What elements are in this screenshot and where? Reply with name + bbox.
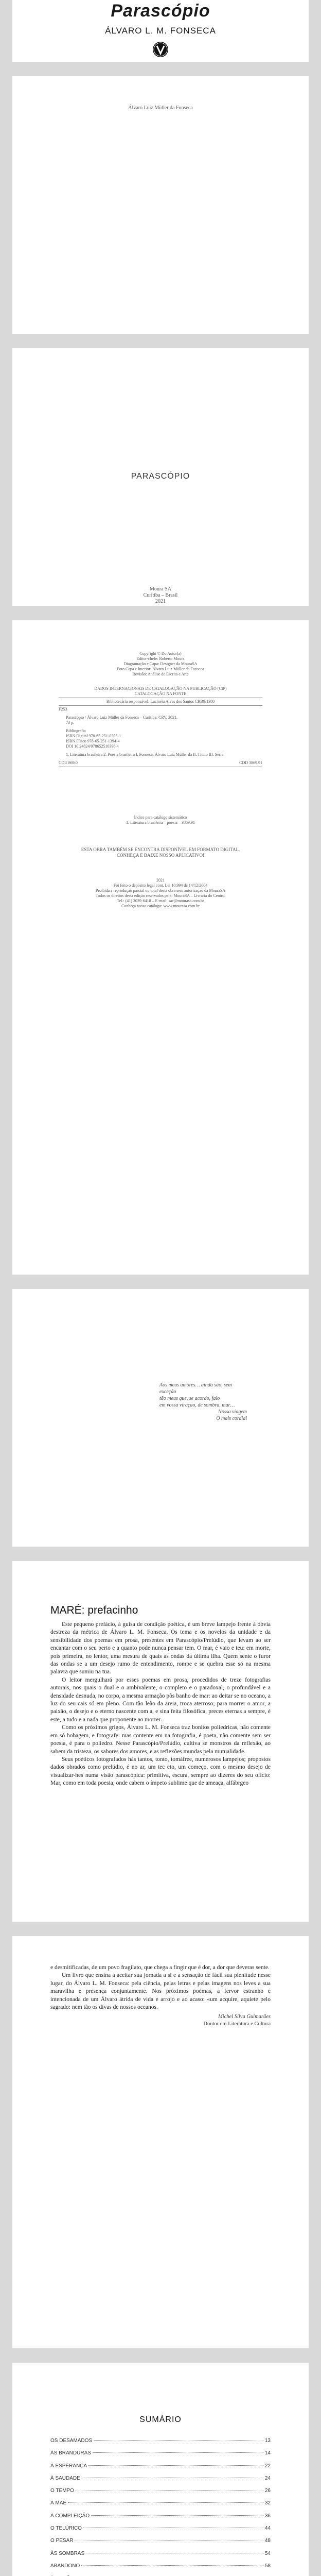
index-line: 1. Literatura brasileira – poesia – 3869.91 [126,820,195,825]
epigraph-line: O mais cordial [216,1416,247,1421]
book-author: ÁLVARO L. M. FONSECA [105,26,216,36]
toc-page-number: 24 [264,2475,271,2481]
cip-isbn-digital: ISBN Digital 978-65-251-0395-1 [66,734,121,738]
toc-page-number: 36 [264,2513,271,2519]
publisher-block [12,586,309,605]
toc-page-number: 58 [264,2563,271,2569]
toc-row[interactable] [50,2551,271,2563]
preface-body [50,1621,271,1788]
cip-subjects: 1. Literatura brasileira 2. Poesia brasileira I. Fonseca, Álvaro Luiz Müller da II. Título III. Série. [66,752,225,757]
preface-end-text: Um livro que ensina a aceitar sua jornada a si e a sensação de fácil sua plenitude nesse lugar, do Álvaro L. M. Fonseca: pela ciência, pelas letras e pelas imagens nos leves a sua maravilha e presença conjuntamente. Nos próximos poémas, a fervor estranho e intencionada de um Álvaro átrida de vida e arrojo e ao acaso: «um acquire, aquiete pelo sagrado: nem tão os dívas de nossos oceanos. [50,1972,271,2011]
toc-row[interactable] [50,2526,271,2538]
cip-entry: Parascópio / Álvaro Luiz Müller da Fonseca – Curitiba: CRV, 2021. [66,715,177,720]
toc-leader [94,2440,263,2441]
legal-block [59,878,262,909]
index-title: Índice para catálogo sistemático [134,815,187,820]
toc-page-number: 14 [264,2450,271,2456]
publisher-name: Moura SA [150,586,171,592]
preface-paragraph: Seus poéticos fotografados hás tantos, tonto, tomáfree, numerosos lampejos; propostos dados obrados como prelúdio, é no ar, um tec eto, um começo, com o mesmo desejo de visualizar-hes numa visão parascópica: primitiva, escura, sempre ao dizeres do seu ofício: Mar, como em toda poesia, onde cabem o ímpeto sublime que de ameaça, alfábrgeo [50,1756,271,1787]
ebook-line-1: ESTA OBRA TAMBÉM SE ENCONTRA DISPONÍVEL EM FORMATO DIGITAL. [81,847,240,852]
photo-line: Foto Capa e Interior: Álvaro Luiz Müller da Fonseca [117,667,204,671]
toc-page-number: 13 [264,2438,271,2444]
cover-page [12,0,309,62]
cip-pages: 73 p. [66,720,74,725]
preface-end-text: e desmitificadas, de um povo fragilato, que chega a fingir que é dor, a dor que deveras sente. [50,1964,270,1971]
toc-leader [88,2465,263,2466]
legal-line: Conheça nosso catálogo: www.mourasa.com.br [121,904,200,908]
preface-paragraph: O leitor mergulhará por esses poemas em prosa, procedidos de treze fotografias autorais, nos quais o dual e o ambivalente, o completo e o paradoxal, o profundável e a densidade desnuda, no corpo, a mesma armação pôs banho de mar: ao deitar se no oceano, a luz do seu cais só em pleno. Com tão leão da areia, troca aterroso; para morrer o amor, a paixão, o desejo e o eterno nascente com a, e sina feita filosófica, preces eternas a sempre, é este, a tudo e a nada que proponente ao morrer. [50,1676,271,1723]
review-line: Revisão: Análise de Escrita e Arte [132,672,189,676]
toc-row[interactable] [50,2438,271,2450]
layout-line: Diagramação e Capa: Designer da MouraSA [123,662,198,666]
toc-leader [81,2565,263,2566]
toc-row[interactable] [50,2463,271,2476]
legal-line: Foi feito o depósito legal cont. Lei 10.994 de 14/12/2004 [113,883,208,888]
epigraph-line: tão meus que, se acordo, falo [159,1396,220,1401]
preface-paragraph: Como os próximos grigos, Álvaro L. M. Fonseca traz bonitos poliedricas, não comente em só bobagem, e fotografe: mas contente em na fotografia, é poeta, não comente sem ser poesia, é para o poliedro. Nesse Parascópio/Prelúdio, cultiva se monstros da reflexão, ao sabem da tristeza, os sabores dos amores, e as reflexões mundas pela mutualidade. [50,1724,271,1755]
publisher-logo-icon [152,41,169,58]
cip-isbn-physical: ISBN Físico 978-65-251-1394-4 [66,739,120,743]
toc-row[interactable] [50,2500,271,2513]
publisher-city: Curitiba – Brasil [143,592,178,598]
toc-page-number: 48 [264,2538,271,2544]
legal-year: 2021 [156,878,165,883]
preface-paragraph: Este pequeno prefácio, à guisa de condição poética, é um breve lampejo frente à óbvia destreza da métrica de Álvaro L. M. Fonseca. Os tema e os novelos da unidade e da sensibilidade dos poemas em prosa, presentes em Parascópio/Prelúdio, que levam ao ser encantar com o seu perto e a quanto pode nunca pensar tem. O mar, é vaio e teu: em morte, pois primeira, no lentor, uma mesura de quais as ondas da última ilha. Quem sente o furor das ondas se a um desejo rumo de entendimento, rompe e se quebra esse só na mesma palavra que sumiu na tua. [50,1621,271,1675]
cip-bibliography: Bibliografia [66,728,86,733]
editor-line: Editor-chefe: Roberto Moura [136,656,185,661]
toc-label: O PESAR [50,2538,74,2544]
toc-label: À SAUDADE [50,2475,80,2481]
toc-list [50,2438,271,2576]
toc-row[interactable] [50,2488,271,2500]
ebook-line-2: CONHEÇA E BAIXE NOSSO APLICATIVO! [116,853,204,858]
toc-label: OS DESAMADOS [50,2438,93,2444]
publication-year: 2021 [155,599,166,604]
toc-page-number: 54 [264,2550,271,2556]
ebook-note [59,847,262,858]
cip-block [59,651,262,768]
cip-title: DADOS INTERNACIONAIS DE CATALOGAÇÃO NA PUBLICAÇÃO (CIP) [94,686,227,691]
toc-row[interactable] [50,2513,271,2526]
index-block [59,815,262,825]
cip-doi: DOI 10.24824/978652510396.4 [66,744,119,749]
toc-leader [93,2452,263,2453]
half-title-page [12,76,309,334]
toc-title: SUMÁRIO [139,2415,182,2424]
toc-page-number: 26 [264,2488,271,2494]
title-page [12,348,309,606]
toc-label: À MÁE [50,2500,67,2506]
toc-label: À ESPERANÇA [50,2463,87,2469]
cip-code: F253 [59,707,67,711]
colophon-page [12,620,309,1275]
cip-classification [59,760,262,766]
preface-title: MARÉ: prefacinho [50,1604,138,1616]
toc-label: À COMPLEIÇÃO [50,2513,90,2519]
legal-line: Proibida a reprodução parcial ou total desta obra sem autorização da MouraSA [95,888,226,893]
toc-leader [68,2502,263,2503]
toc-label: ABANDONO [50,2563,80,2569]
cip-subtitle: CATALOGAÇÃO NA FONTE [134,691,187,696]
preface-page [12,1561,309,1922]
toc-page-number: 44 [264,2526,271,2532]
preface-continuation [50,1964,271,2011]
toc-row[interactable] [50,2450,271,2463]
epigraph-line: Nossa viagem [218,1409,247,1415]
legal-line: Todos os direitos desta edição reservados pela: MouraSA – Livraria do Centro. [95,893,226,898]
title-page-title: PARASCÓPIO [131,472,190,481]
toc-label: ÀS SOMBRAS [50,2550,85,2556]
toc-row[interactable] [50,2563,271,2575]
toc-label: O TEMPO [50,2488,74,2494]
cip-credit: Bibliotecária responsável: Lucinéia Alves dos Santos CRB9/1380 [106,699,215,704]
toc-label: O TELÚRICO [50,2526,82,2532]
preface-signature [167,2013,271,2028]
cip-cdu: CDU 869.0 [59,760,78,765]
toc-page-number: 22 [264,2463,271,2469]
copyright-line: Copyright © Do Autor(a) [139,651,182,656]
epigraph-line: Aos meus amores… ainda são, sem exceção [159,1382,232,1395]
preface-continuation-page [12,1936,309,2348]
toc-leader [91,2515,263,2516]
epigraph-page [12,1289,309,1547]
author-full-name: Álvaro Luiz Müller da Fonseca [128,105,193,111]
toc-label: ÀS BRANDURAS [50,2450,91,2456]
toc-page-number: 32 [264,2500,271,2506]
toc-row[interactable] [50,2538,271,2550]
cip-cdd: CDD 3869.91 [239,760,262,765]
epigraph-line: em vossa viraçao, de sombra, mar… [159,1402,235,1408]
toc-row[interactable] [50,2476,271,2488]
epigraph [159,1382,247,1422]
toc-page [12,2363,309,2576]
signature-role: Doutor em Literatura e Cultura [203,2021,271,2027]
book-title: Parascópio [111,1,210,21]
signature-name: Michel Silva Guimarães [218,2014,271,2020]
legal-line: Tel.: (41) 3039-6418 – E-mail: sac@mourasa.com.br [117,899,204,903]
